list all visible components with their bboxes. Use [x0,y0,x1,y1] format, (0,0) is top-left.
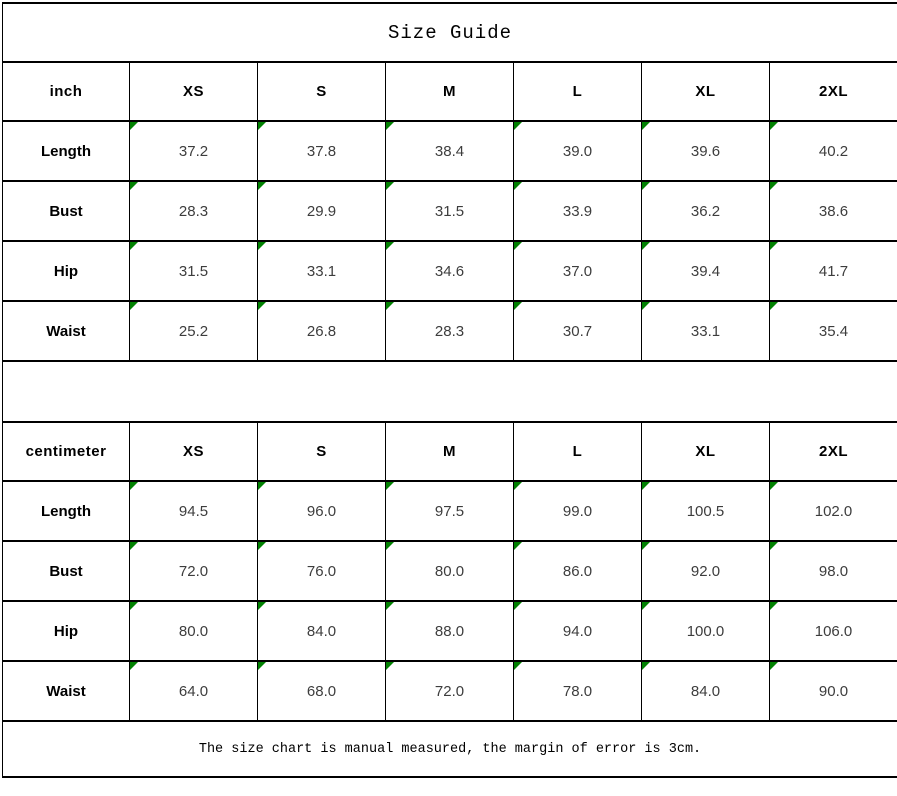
corner-marker-icon [770,302,778,310]
size-header-xs: XS [130,422,258,481]
size-value: 98.0 [819,563,848,580]
footer-note: The size chart is manual measured, the margin of error is 3cm. [3,721,897,777]
size-value-cell [642,241,770,301]
size-value-cell [130,481,258,541]
corner-marker-icon [642,662,650,670]
size-value: 39.4 [691,263,720,280]
size-value-cell [642,301,770,361]
size-value: 33.9 [563,203,592,220]
corner-marker-icon [386,542,394,550]
size-value-cell [642,121,770,181]
corner-marker-icon [258,602,266,610]
row-label-cell: Waist [3,661,130,721]
page-title: Size Guide [3,3,897,62]
corner-marker-icon [514,182,522,190]
corner-marker-icon [258,182,266,190]
corner-marker-icon [258,542,266,550]
size-value-cell [770,241,897,301]
corner-marker-icon [130,182,138,190]
corner-marker-icon [514,302,522,310]
size-value: 106.0 [815,623,853,640]
size-value-cell [130,241,258,301]
size-value: 25.2 [179,323,208,340]
size-value: 84.0 [307,623,336,640]
size-value: 72.0 [179,563,208,580]
size-value-cell [258,661,386,721]
corner-marker-icon [770,482,778,490]
spacer-cell [3,361,897,422]
corner-marker-icon [770,182,778,190]
size-value-cell [258,121,386,181]
corner-marker-icon [642,182,650,190]
corner-marker-icon [130,542,138,550]
row-label-cell: Bust [3,541,130,601]
size-value: 94.5 [179,503,208,520]
size-header-m: M [386,422,514,481]
corner-marker-icon [386,302,394,310]
table-row-inch-length [3,121,897,181]
size-value: 99.0 [563,503,592,520]
corner-marker-icon [258,662,266,670]
size-value: 37.0 [563,263,592,280]
size-value: 78.0 [563,683,592,700]
title-row [3,3,897,62]
size-value-cell [770,121,897,181]
size-header-l: L [514,422,642,481]
size-value-cell [514,481,642,541]
corner-marker-icon [386,662,394,670]
size-header-s: S [258,62,386,121]
corner-marker-icon [770,602,778,610]
unit-header-inch: inch [3,62,130,121]
corner-marker-icon [642,242,650,250]
corner-marker-icon [514,542,522,550]
size-value: 39.6 [691,143,720,160]
size-value-cell [770,541,897,601]
size-value-cell [770,661,897,721]
size-value: 102.0 [815,503,853,520]
size-value-cell [386,121,514,181]
size-value: 28.3 [435,323,464,340]
corner-marker-icon [770,542,778,550]
corner-marker-icon [130,482,138,490]
size-header-2xl: 2XL [770,422,897,481]
size-value-cell [130,181,258,241]
size-value: 41.7 [819,263,848,280]
corner-marker-icon [258,122,266,130]
footer-row [3,721,897,777]
size-value: 38.4 [435,143,464,160]
size-value: 96.0 [307,503,336,520]
size-value: 31.5 [435,203,464,220]
table-row-inch-bust [3,181,897,241]
size-value-cell [770,181,897,241]
corner-marker-icon [514,242,522,250]
size-value-cell [386,661,514,721]
corner-marker-icon [642,542,650,550]
size-value-cell [514,181,642,241]
size-value: 36.2 [691,203,720,220]
corner-marker-icon [130,122,138,130]
size-value-cell [386,181,514,241]
spacer-row [3,361,897,422]
corner-marker-icon [642,602,650,610]
size-value-cell [642,481,770,541]
size-value: 88.0 [435,623,464,640]
size-value: 86.0 [563,563,592,580]
corner-marker-icon [258,482,266,490]
size-value: 37.8 [307,143,336,160]
size-value: 35.4 [819,323,848,340]
size-value: 34.6 [435,263,464,280]
row-label-cell: Hip [3,241,130,301]
size-value: 84.0 [691,683,720,700]
row-label-cell: Waist [3,301,130,361]
size-value-cell [258,241,386,301]
size-header-xl: XL [642,62,770,121]
table-row-cm-waist [3,661,897,721]
row-label-cell: Length [3,121,130,181]
size-value: 72.0 [435,683,464,700]
table-row-inch-hip [3,241,897,301]
corner-marker-icon [386,182,394,190]
size-value-cell [770,481,897,541]
corner-marker-icon [130,602,138,610]
size-value: 38.6 [819,203,848,220]
row-label-cell: Bust [3,181,130,241]
corner-marker-icon [514,662,522,670]
row-label-cell: Hip [3,601,130,661]
inch-header-row [3,62,897,121]
size-value-cell [130,541,258,601]
size-value-cell [514,601,642,661]
size-value-cell [258,541,386,601]
size-value-cell [642,601,770,661]
corner-marker-icon [514,602,522,610]
unit-header-centimeter: centimeter [3,422,130,481]
size-value-cell [386,601,514,661]
size-value-cell [130,601,258,661]
size-value-cell [130,661,258,721]
corner-marker-icon [130,662,138,670]
table-row-cm-hip [3,601,897,661]
corner-marker-icon [514,122,522,130]
size-value: 31.5 [179,263,208,280]
size-value-cell [514,121,642,181]
size-value-cell [514,541,642,601]
size-value-cell [642,661,770,721]
size-value-cell [514,661,642,721]
corner-marker-icon [642,482,650,490]
size-value-cell [130,301,258,361]
size-value: 94.0 [563,623,592,640]
size-header-s: S [258,422,386,481]
size-value: 76.0 [307,563,336,580]
size-value: 92.0 [691,563,720,580]
size-value: 40.2 [819,143,848,160]
corner-marker-icon [130,242,138,250]
corner-marker-icon [258,242,266,250]
size-value-cell [258,301,386,361]
corner-marker-icon [386,242,394,250]
size-value: 37.2 [179,143,208,160]
size-value-cell [258,481,386,541]
size-value-cell [514,301,642,361]
size-value: 97.5 [435,503,464,520]
size-value: 29.9 [307,203,336,220]
size-header-xs: XS [130,62,258,121]
size-value-cell [130,121,258,181]
size-value: 30.7 [563,323,592,340]
size-value-cell [642,181,770,241]
size-value: 90.0 [819,683,848,700]
size-value-cell [386,541,514,601]
corner-marker-icon [770,662,778,670]
size-guide-table [2,2,897,778]
size-value-cell [386,481,514,541]
table-row-cm-bust [3,541,897,601]
corner-marker-icon [642,302,650,310]
corner-marker-icon [258,302,266,310]
size-value: 100.5 [687,503,725,520]
size-value-cell [386,301,514,361]
corner-marker-icon [386,482,394,490]
size-value: 33.1 [691,323,720,340]
table-row-inch-waist [3,301,897,361]
corner-marker-icon [386,122,394,130]
row-label-cell: Length [3,481,130,541]
size-value: 64.0 [179,683,208,700]
corner-marker-icon [514,482,522,490]
size-value-cell [770,301,897,361]
corner-marker-icon [386,602,394,610]
centimeter-header-row [3,422,897,481]
size-value-cell [642,541,770,601]
size-header-m: M [386,62,514,121]
size-value-cell [514,241,642,301]
size-value: 80.0 [179,623,208,640]
size-value: 39.0 [563,143,592,160]
size-value: 80.0 [435,563,464,580]
size-value: 100.0 [687,623,725,640]
size-value: 28.3 [179,203,208,220]
size-value-cell [258,181,386,241]
size-header-xl: XL [642,422,770,481]
table-row-cm-length [3,481,897,541]
size-header-l: L [514,62,642,121]
size-value-cell [770,601,897,661]
size-value: 68.0 [307,683,336,700]
corner-marker-icon [770,242,778,250]
size-value: 33.1 [307,263,336,280]
corner-marker-icon [642,122,650,130]
corner-marker-icon [770,122,778,130]
corner-marker-icon [130,302,138,310]
size-value: 26.8 [307,323,336,340]
size-header-2xl: 2XL [770,62,897,121]
size-value-cell [386,241,514,301]
size-value-cell [258,601,386,661]
